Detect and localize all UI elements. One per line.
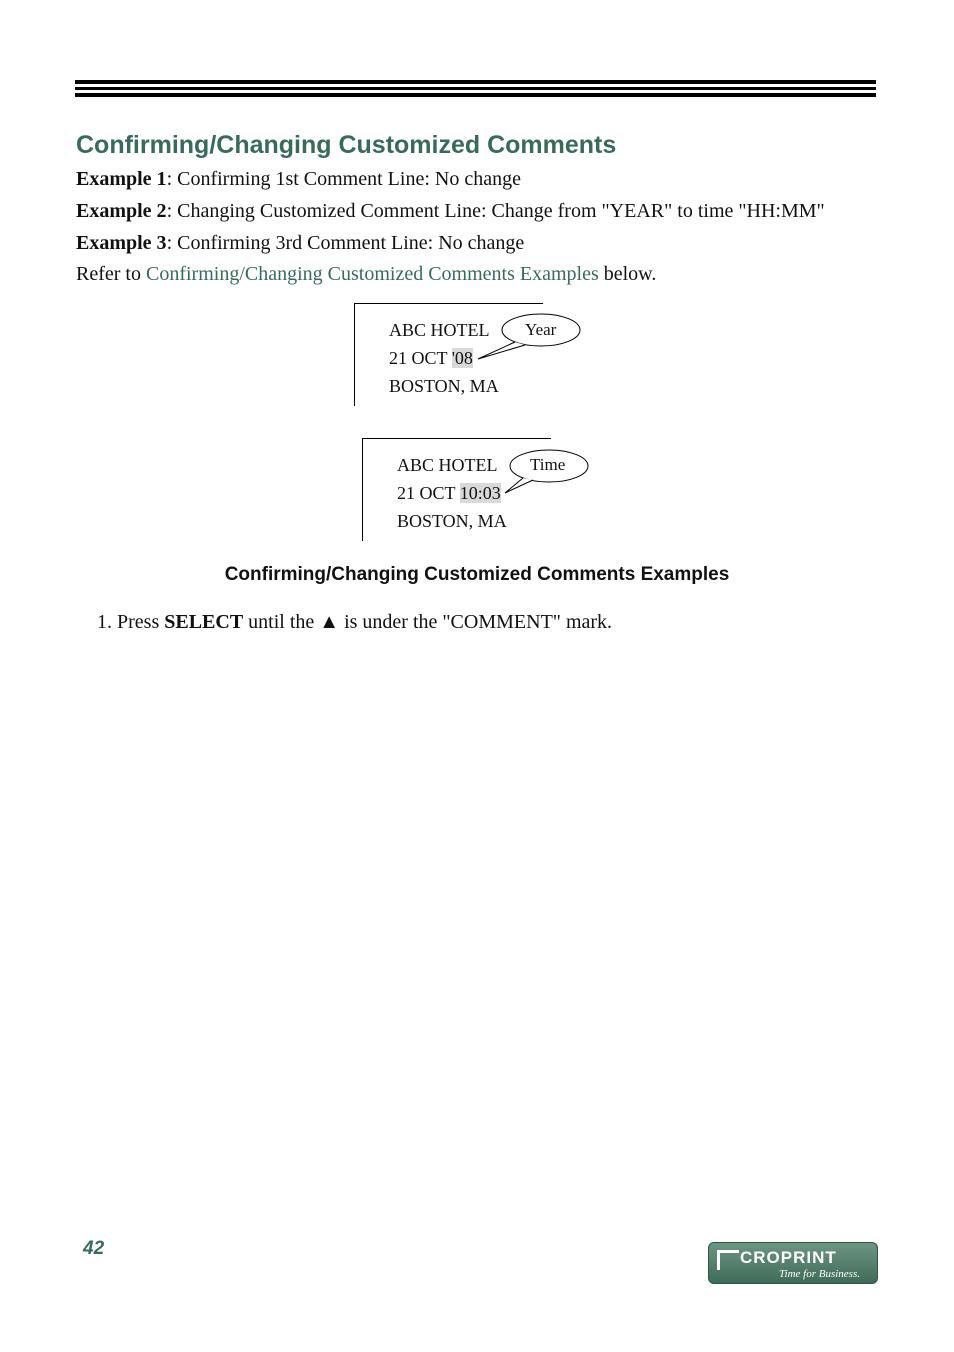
step-1-number: 1. Press bbox=[97, 611, 165, 633]
example-3-label: Example 3 bbox=[76, 232, 167, 254]
header-rule-top bbox=[75, 80, 876, 84]
figure-1-line-1: ABC HOTEL bbox=[389, 320, 490, 340]
figure-1-date: 21 OCT bbox=[389, 348, 452, 368]
step-1-middle: until the bbox=[243, 611, 320, 633]
figure-2-line-1: ABC HOTEL bbox=[397, 455, 498, 475]
figure-2-time-highlight: 10:03 bbox=[459, 483, 501, 503]
example-2 bbox=[76, 200, 825, 223]
refer-prefix: Refer to bbox=[76, 263, 146, 285]
figure-caption: Confirming/Changing Customized Comments Examples bbox=[224, 564, 730, 585]
refer-line bbox=[76, 263, 656, 286]
examples-link[interactable]: Confirming/Changing Customized Comments Examples bbox=[145, 263, 599, 285]
example-1 bbox=[76, 168, 521, 191]
example-1-label: Example 1 bbox=[76, 168, 167, 190]
figure-2-callout-label: Time bbox=[530, 455, 566, 474]
figure-1-line-3: BOSTON, MA bbox=[389, 376, 499, 396]
figure-2-line-3: BOSTON, MA bbox=[397, 511, 507, 531]
page-number: 42 bbox=[83, 1238, 105, 1259]
example-2-text: : Changing Customized Comment Line: Change from "YEAR" to time "HH:MM" bbox=[166, 200, 825, 222]
figure-1-line-2 bbox=[389, 348, 473, 369]
header-rule-bottom bbox=[75, 93, 876, 97]
logo-brand: CROPRINT bbox=[740, 1248, 837, 1267]
example-2-label: Example 2 bbox=[76, 200, 167, 222]
figure-1-callout-label: Year bbox=[525, 320, 557, 339]
refer-suffix: below. bbox=[598, 263, 657, 285]
example-3-text: : Confirming 3rd Comment Line: No change bbox=[166, 232, 525, 254]
example-1-text: : Confirming 1st Comment Line: No change bbox=[166, 168, 521, 190]
figure-1-year-highlight: '08 bbox=[451, 348, 473, 368]
step-1-end: is under the "COMMENT" mark. bbox=[339, 611, 613, 633]
select-key-label: SELECT bbox=[164, 611, 244, 633]
figure-2-line-2 bbox=[397, 483, 501, 504]
page-title: Confirming/Changing Customized Comments bbox=[76, 131, 617, 159]
logo-tagline: Time for Business. bbox=[779, 1268, 860, 1280]
acroprint-a-mark-icon bbox=[717, 1250, 739, 1270]
step-1 bbox=[97, 611, 612, 634]
header-rule-middle bbox=[75, 87, 876, 90]
figure-2-date: 21 OCT bbox=[397, 483, 460, 503]
triangle-up-icon: ▲ bbox=[319, 611, 340, 633]
example-3 bbox=[76, 232, 524, 255]
acroprint-logo bbox=[708, 1242, 878, 1284]
